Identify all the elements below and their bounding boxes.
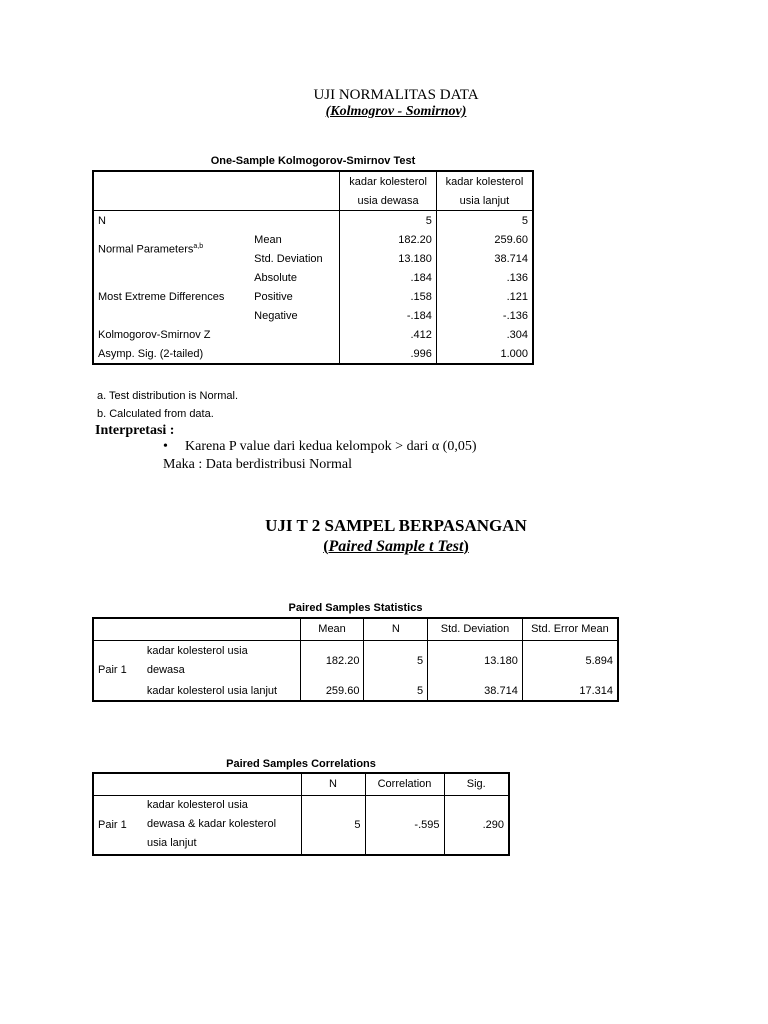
ks-cell: 1.000 — [436, 344, 533, 364]
ks-row-label-z: Kolmogorov-Smirnov Z — [98, 328, 211, 341]
ks-row-label-normal-params — [93, 230, 250, 268]
normality-subtitle: (Kolmogrov - Somirnov) — [325, 104, 467, 119]
paired-corr-header: Correlation — [365, 773, 444, 795]
ks-cell: 182.20 — [340, 230, 437, 249]
ks-cell: 38.714 — [436, 249, 533, 268]
paired-stats-row-label-line: dewasa — [146, 663, 185, 676]
ks-cell: -.184 — [340, 306, 437, 325]
ks-footnote-b: b. Calculated from data. — [97, 408, 214, 420]
ttest-subtitle-text: Paired Sample t Test — [328, 538, 464, 555]
paired-stats-header: Std. Deviation — [428, 618, 523, 640]
ttest-subtitle — [0, 538, 768, 556]
paired-stats-header: N — [364, 618, 428, 640]
ks-col-header-1a: kadar kolesterol — [340, 171, 437, 191]
paired-stats-row-label-line: kadar kolesterol usia — [146, 644, 248, 657]
ks-row-label-absolute: Absolute — [254, 271, 297, 284]
ks-cell: 13.180 — [340, 249, 437, 268]
paired-corr-row-label-line: dewasa & kadar kolesterol — [147, 818, 277, 831]
ks-row-label-negative: Negative — [254, 309, 298, 322]
ks-normal-params-text: Normal Parameters — [98, 243, 194, 256]
ks-cell: .121 — [436, 287, 533, 306]
interpretation-bullet — [163, 439, 477, 455]
paired-corr-header: Sig. — [444, 773, 509, 795]
paired-stats-header: Std. Error Mean — [522, 618, 618, 640]
paired-stats-cell: 5 — [364, 681, 428, 701]
paired-stats-caption: Paired Samples Statistics — [288, 602, 423, 614]
ks-row-label-sd: Std. Deviation — [254, 252, 323, 265]
ks-cell: .136 — [436, 268, 533, 287]
paired-corr-cell: -.595 — [365, 795, 444, 855]
paired-corr-row-label — [143, 795, 301, 855]
ttest-subtitle-close: ) — [463, 538, 469, 555]
paired-stats-cell: 259.60 — [300, 681, 364, 701]
paired-stats-row-label — [143, 640, 300, 681]
paired-corr-cell: 5 — [301, 795, 365, 855]
paired-corr-row-label-line: usia lanjut — [147, 837, 197, 850]
paired-corr-cell: .290 — [444, 795, 509, 855]
paired-stats-cell: 5.894 — [522, 640, 618, 681]
ks-cell: .158 — [340, 287, 437, 306]
paired-stats-cell: 17.314 — [522, 681, 618, 701]
bullet-icon: • — [163, 439, 168, 454]
ks-cell: .412 — [340, 325, 437, 344]
paired-stats-row-label: kadar kolesterol usia lanjut — [146, 684, 278, 697]
paired-stats-cell: 13.180 — [428, 640, 523, 681]
ks-cell: 5 — [436, 211, 533, 231]
ks-cell: -.136 — [436, 306, 533, 325]
ttest-subtitle-open: ( — [323, 538, 329, 555]
paired-stats-cell: 182.20 — [300, 640, 364, 681]
paired-corr-caption: Paired Samples Correlations — [226, 758, 376, 770]
paired-stats-header: Mean — [300, 618, 364, 640]
ks-row-label-asymp: Asymp. Sig. (2-tailed) — [98, 347, 204, 360]
ks-row-label-n: N — [98, 214, 106, 227]
ks-cell: 5 — [340, 211, 437, 231]
ks-cell: 259.60 — [436, 230, 533, 249]
normality-title: UJI NORMALITAS DATA — [313, 87, 479, 103]
ks-cell: .996 — [340, 344, 437, 364]
ks-col-header-2b: usia lanjut — [436, 191, 533, 211]
ks-table — [92, 170, 534, 365]
paired-stats-cell: 38.714 — [428, 681, 523, 701]
ks-table-caption: One-Sample Kolmogorov-Smirnov Test — [210, 155, 416, 167]
ks-cell: .184 — [340, 268, 437, 287]
interpretation-conclusion: Maka : Data berdistribusi Normal — [163, 457, 352, 472]
ks-row-label-extreme: Most Extreme Differences — [98, 290, 225, 303]
paired-stats-pair-label: Pair 1 — [98, 664, 127, 677]
paired-corr-header: N — [301, 773, 365, 795]
ttest-title: UJI T 2 SAMPEL BERPASANGAN — [265, 516, 527, 535]
ks-row-label-mean: Mean — [254, 233, 282, 246]
paired-corr-row-label-line: kadar kolesterol usia — [147, 799, 248, 812]
ks-col-header-1b: usia dewasa — [340, 191, 437, 211]
paired-stats-cell: 5 — [364, 640, 428, 681]
ks-row-label-positive: Positive — [254, 290, 293, 303]
interpretation-bullet-text: Karena P value dari kedua kelompok > dari α (0,05) — [185, 439, 477, 454]
ks-footnote-marker: a,b — [193, 242, 204, 250]
paired-corr-pair-label: Pair 1 — [98, 818, 127, 831]
ks-cell: .304 — [436, 325, 533, 344]
ks-col-header-2a: kadar kolesterol — [436, 171, 533, 191]
paired-corr-table — [92, 772, 510, 856]
interpretation-heading: Interpretasi : — [95, 423, 175, 438]
paired-stats-table — [92, 617, 619, 702]
ks-footnote-a: a. Test distribution is Normal. — [97, 390, 239, 402]
